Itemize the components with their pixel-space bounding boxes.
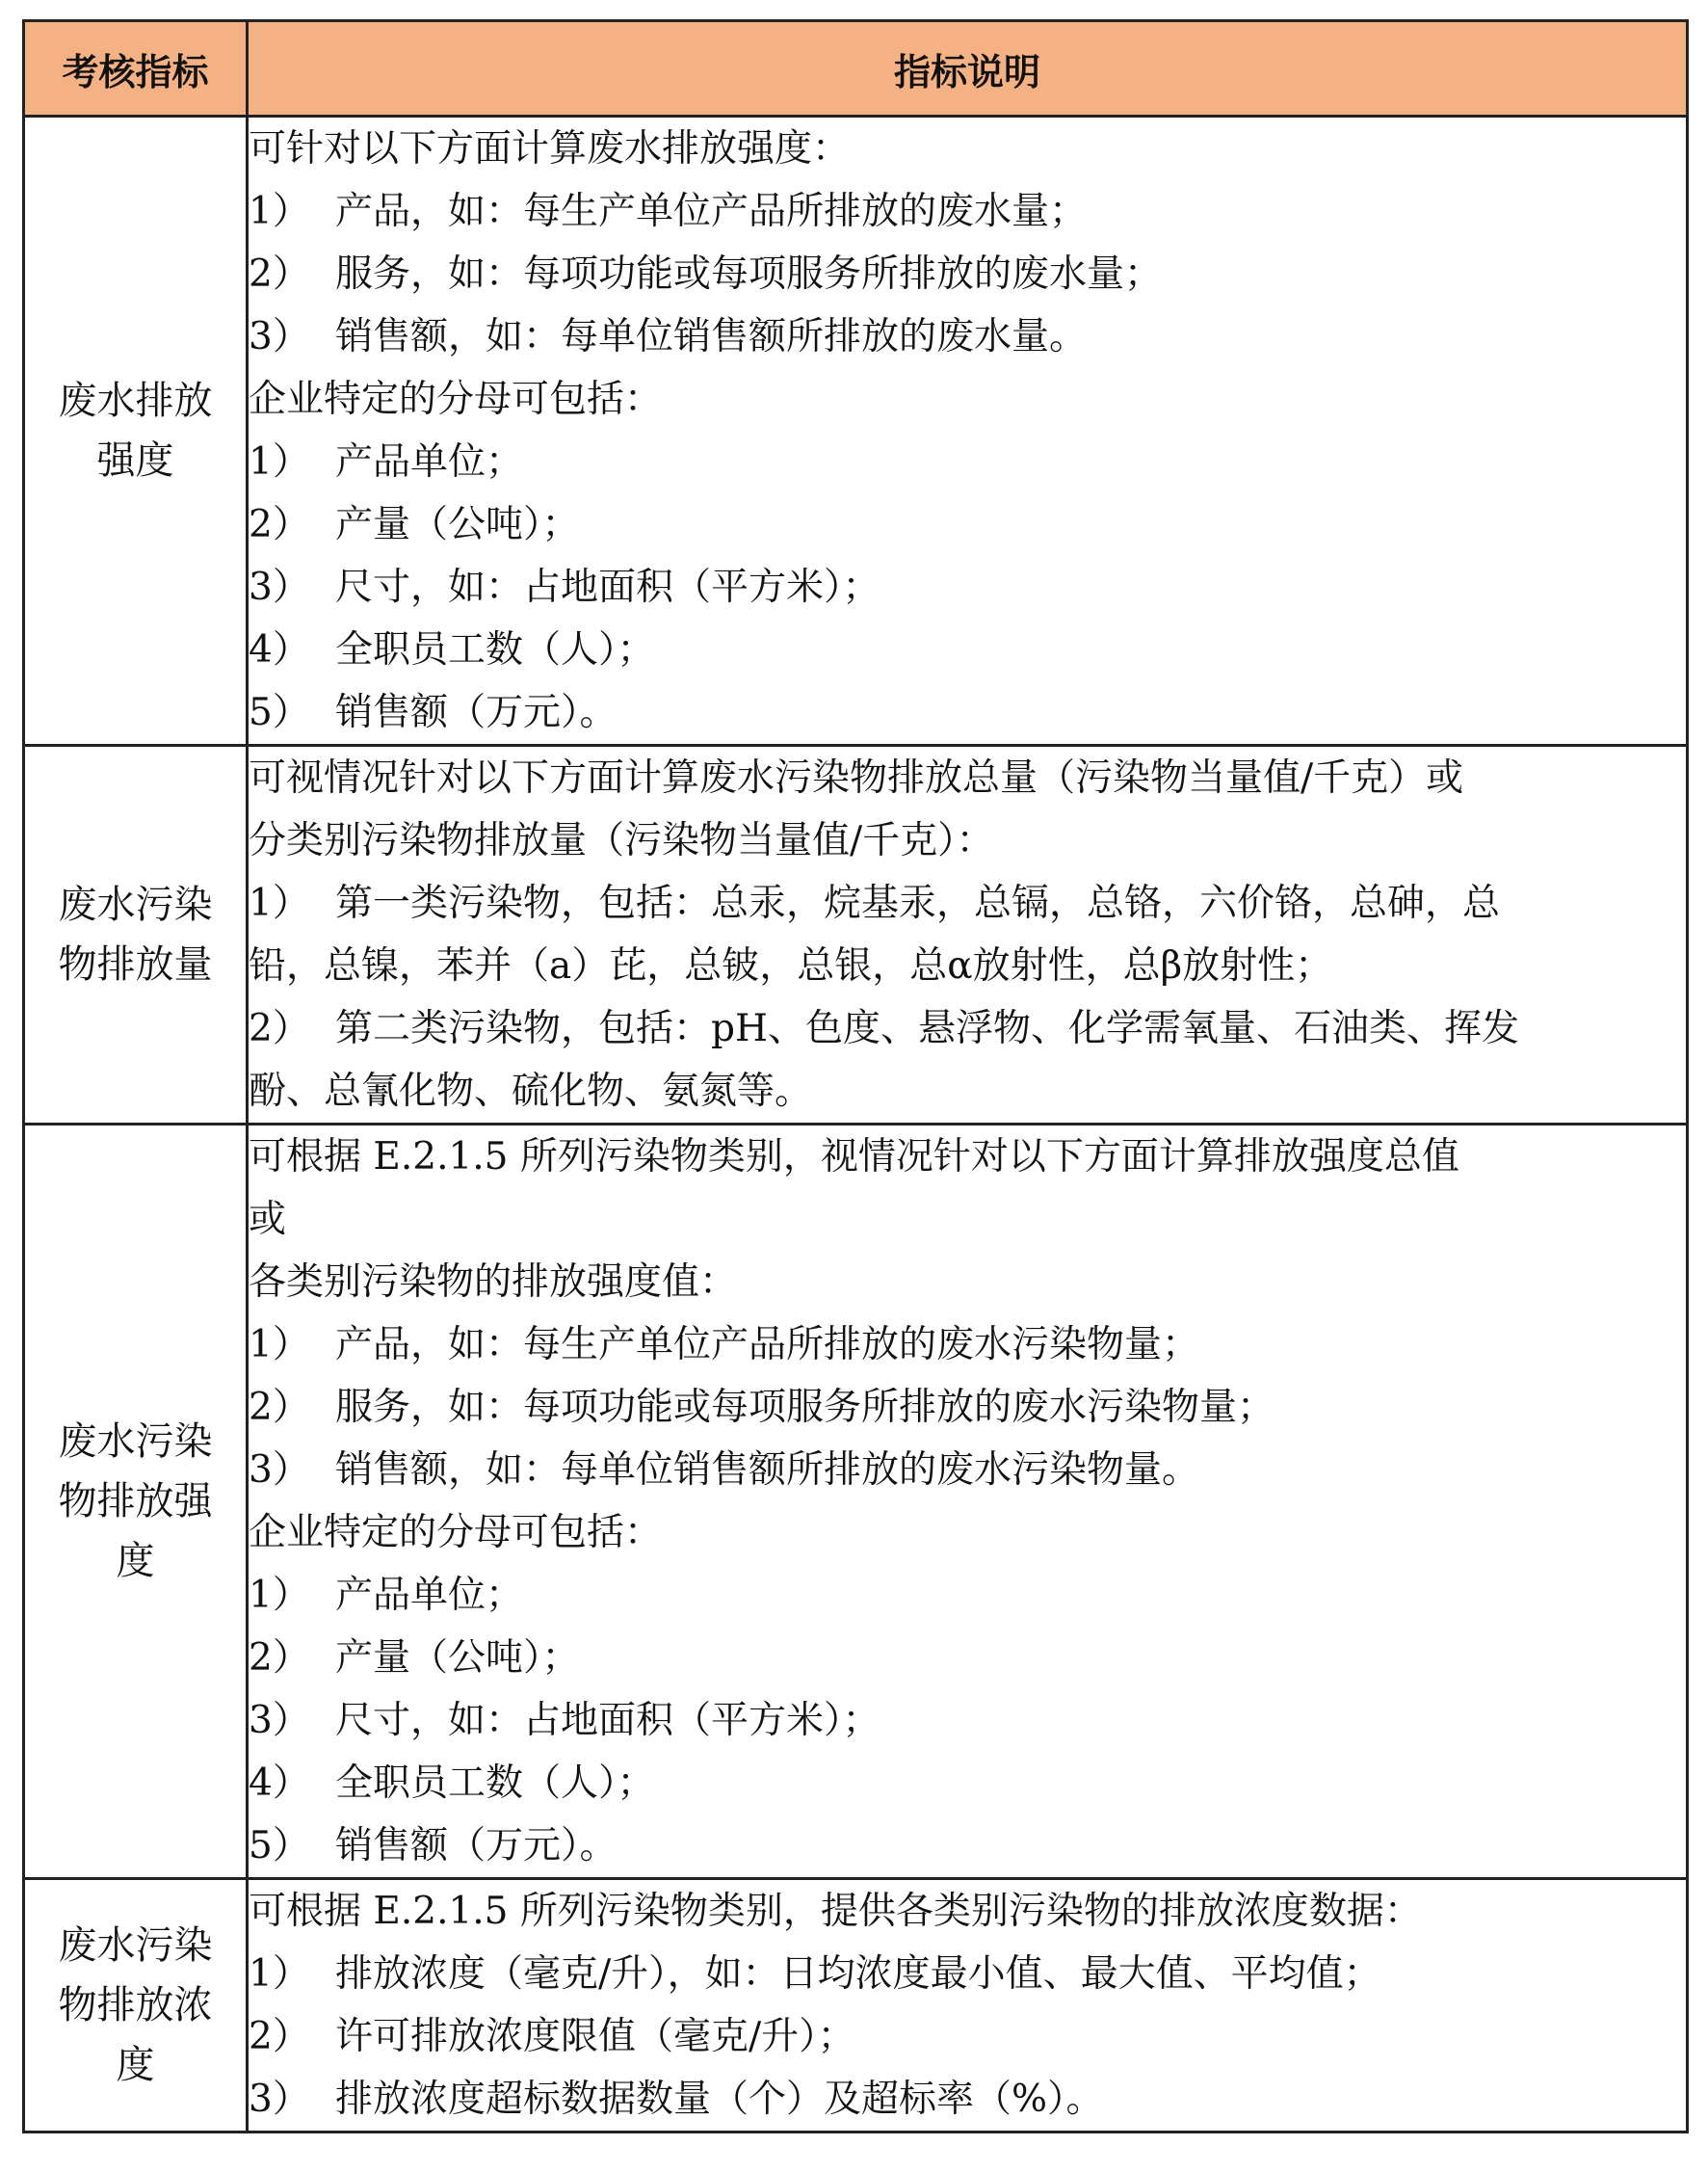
description-text: 产量（公吨）； bbox=[335, 1636, 580, 1680]
description-text: 销售额（万元）。 bbox=[335, 1824, 618, 1867]
description-line bbox=[249, 1439, 1686, 1501]
list-number: 2） bbox=[249, 1386, 310, 1429]
list-number: 1） bbox=[249, 1574, 310, 1617]
description-line bbox=[249, 1564, 1686, 1627]
description-text: 分类别污染物排放量（污染物当量值/千克）： bbox=[249, 819, 994, 862]
description-text: 各类别污染物的排放强度值： bbox=[249, 1260, 738, 1304]
description-line bbox=[249, 1943, 1686, 2005]
description-line bbox=[249, 118, 1686, 180]
description-text: 服务，如：每项功能或每项服务所排放的废水量； bbox=[335, 252, 1163, 296]
description-line bbox=[249, 619, 1686, 681]
description-line bbox=[249, 1501, 1686, 1564]
description-line bbox=[249, 681, 1686, 744]
table-body bbox=[24, 117, 1688, 2132]
description-line bbox=[249, 243, 1686, 305]
indicator-name bbox=[24, 117, 248, 746]
description-line bbox=[249, 1814, 1686, 1877]
indicator-name bbox=[24, 746, 248, 1125]
description-line bbox=[249, 1752, 1686, 1814]
description-text: 可根据 E.2.1.5 所列污染物类别，视情况针对以下方面计算排放强度总值 bbox=[249, 1135, 1459, 1179]
description-text: 产品单位； bbox=[335, 1574, 524, 1617]
description-text: 尺寸，如：占地面积（平方米）； bbox=[335, 566, 880, 609]
description-text: 许可排放浓度限值（毫克/升）； bbox=[335, 2015, 855, 2058]
indicator-name-line: 废水污染 bbox=[58, 1923, 213, 1968]
indicator-name-line: 物排放量 bbox=[58, 942, 213, 987]
header-description: 指标说明 bbox=[248, 21, 1688, 117]
list-number: 2） bbox=[249, 1636, 310, 1680]
description-text: 可视情况针对以下方面计算废水污染物排放总量（污染物当量值/千克）或 bbox=[249, 756, 1464, 800]
list-number: 2） bbox=[249, 1007, 310, 1050]
list-number: 3） bbox=[249, 1448, 310, 1492]
list-number: 1） bbox=[249, 440, 310, 484]
list-number: 3） bbox=[249, 2078, 310, 2121]
indicator-table bbox=[22, 19, 1689, 2133]
indicator-description bbox=[248, 746, 1688, 1125]
description-line bbox=[249, 1313, 1686, 1376]
description-text: 铅，总镍，苯并（a）芘，总铍，总银，总α放射性，总β放射性； bbox=[249, 944, 1333, 988]
list-number: 5） bbox=[249, 1824, 310, 1867]
description-line bbox=[249, 180, 1686, 243]
list-number: 3） bbox=[249, 1699, 310, 1742]
description-text: 第一类污染物，包括：总汞，烷基汞，总镉，总铬，六价铬，总砷，总 bbox=[335, 882, 1501, 925]
description-text: 产品，如：每生产单位产品所排放的废水污染物量； bbox=[335, 1323, 1200, 1366]
description-line bbox=[249, 556, 1686, 619]
description-text: 或 bbox=[249, 1198, 287, 1241]
list-number: 2） bbox=[249, 2015, 310, 2058]
description-text: 企业特定的分母可包括： bbox=[249, 378, 663, 421]
header-indicator: 考核指标 bbox=[24, 21, 248, 117]
description-line bbox=[249, 1880, 1686, 1943]
description-text: 全职员工数（人）； bbox=[335, 1761, 655, 1805]
indicator-name-line: 度 bbox=[116, 2043, 155, 2087]
description-line bbox=[249, 493, 1686, 556]
description-text: 服务，如：每项功能或每项服务所排放的废水污染物量； bbox=[335, 1386, 1275, 1429]
list-number: 4） bbox=[249, 628, 310, 672]
description-line bbox=[249, 997, 1686, 1060]
table-row bbox=[24, 1879, 1688, 2132]
list-number: 1） bbox=[249, 882, 310, 925]
description-line bbox=[249, 747, 1686, 809]
description-line bbox=[249, 2005, 1686, 2068]
description-line bbox=[249, 1126, 1686, 1188]
indicator-name-line: 度 bbox=[116, 1539, 155, 1583]
description-text: 产品，如：每生产单位产品所排放的废水量； bbox=[335, 190, 1088, 233]
indicator-name-line: 物排放强 bbox=[58, 1479, 213, 1523]
indicator-description bbox=[248, 117, 1688, 746]
list-number: 2） bbox=[249, 252, 310, 296]
description-line bbox=[249, 1376, 1686, 1439]
description-text: 排放浓度（毫克/升），如：日均浓度最小值、最大值、平均值； bbox=[335, 1952, 1381, 1996]
description-text: 企业特定的分母可包括： bbox=[249, 1511, 663, 1554]
description-line bbox=[249, 872, 1686, 935]
indicator-name-line: 物排放浓 bbox=[58, 1983, 213, 2027]
indicator-name bbox=[24, 1879, 248, 2132]
description-text: 第二类污染物，包括：pH、色度、悬浮物、化学需氧量、石油类、挥发 bbox=[335, 1007, 1519, 1050]
list-number: 1） bbox=[249, 1952, 310, 1996]
list-number: 1） bbox=[249, 1323, 310, 1366]
description-line bbox=[249, 2068, 1686, 2131]
indicator-name-line: 废水污染 bbox=[58, 1419, 213, 1464]
description-text: 产品单位； bbox=[335, 440, 524, 484]
indicator-description bbox=[248, 1879, 1688, 2132]
description-line bbox=[249, 1060, 1686, 1123]
list-number: 2） bbox=[249, 503, 310, 546]
list-number: 1） bbox=[249, 190, 310, 233]
table-row bbox=[24, 746, 1688, 1125]
description-line bbox=[249, 1188, 1686, 1251]
list-number: 5） bbox=[249, 691, 310, 734]
description-text: 可根据 E.2.1.5 所列污染物类别，提供各类别污染物的排放浓度数据： bbox=[249, 1890, 1422, 1933]
description-text: 排放浓度超标数据数量（个）及超标率（%）。 bbox=[335, 2078, 1104, 2121]
table-row bbox=[24, 1125, 1688, 1879]
description-text: 销售额（万元）。 bbox=[335, 691, 618, 734]
list-number: 3） bbox=[249, 566, 310, 609]
description-line bbox=[249, 935, 1686, 997]
list-number: 3） bbox=[249, 315, 310, 358]
description-line bbox=[249, 1627, 1686, 1689]
description-line bbox=[249, 1251, 1686, 1313]
description-text: 全职员工数（人）； bbox=[335, 628, 655, 672]
indicator-name-line: 废水排放 bbox=[58, 379, 213, 423]
description-line bbox=[249, 1689, 1686, 1752]
description-text: 可针对以下方面计算废水排放强度： bbox=[249, 127, 851, 171]
description-text: 产量（公吨）； bbox=[335, 503, 580, 546]
indicator-description bbox=[248, 1125, 1688, 1879]
table-row bbox=[24, 117, 1688, 746]
list-number: 4） bbox=[249, 1761, 310, 1805]
description-line bbox=[249, 368, 1686, 431]
description-line bbox=[249, 809, 1686, 872]
description-text: 酚、总氰化物、硫化物、氨氮等。 bbox=[249, 1070, 813, 1113]
description-line bbox=[249, 305, 1686, 368]
description-line bbox=[249, 431, 1686, 493]
description-text: 尺寸，如：占地面积（平方米）； bbox=[335, 1699, 880, 1742]
indicator-name-line: 强度 bbox=[96, 438, 174, 483]
indicator-name bbox=[24, 1125, 248, 1879]
description-text: 销售额，如：每单位销售额所排放的废水量。 bbox=[335, 315, 1088, 358]
indicator-name-line: 废水污染 bbox=[58, 883, 213, 927]
header-row bbox=[24, 21, 1688, 117]
description-text: 销售额，如：每单位销售额所排放的废水污染物量。 bbox=[335, 1448, 1200, 1492]
